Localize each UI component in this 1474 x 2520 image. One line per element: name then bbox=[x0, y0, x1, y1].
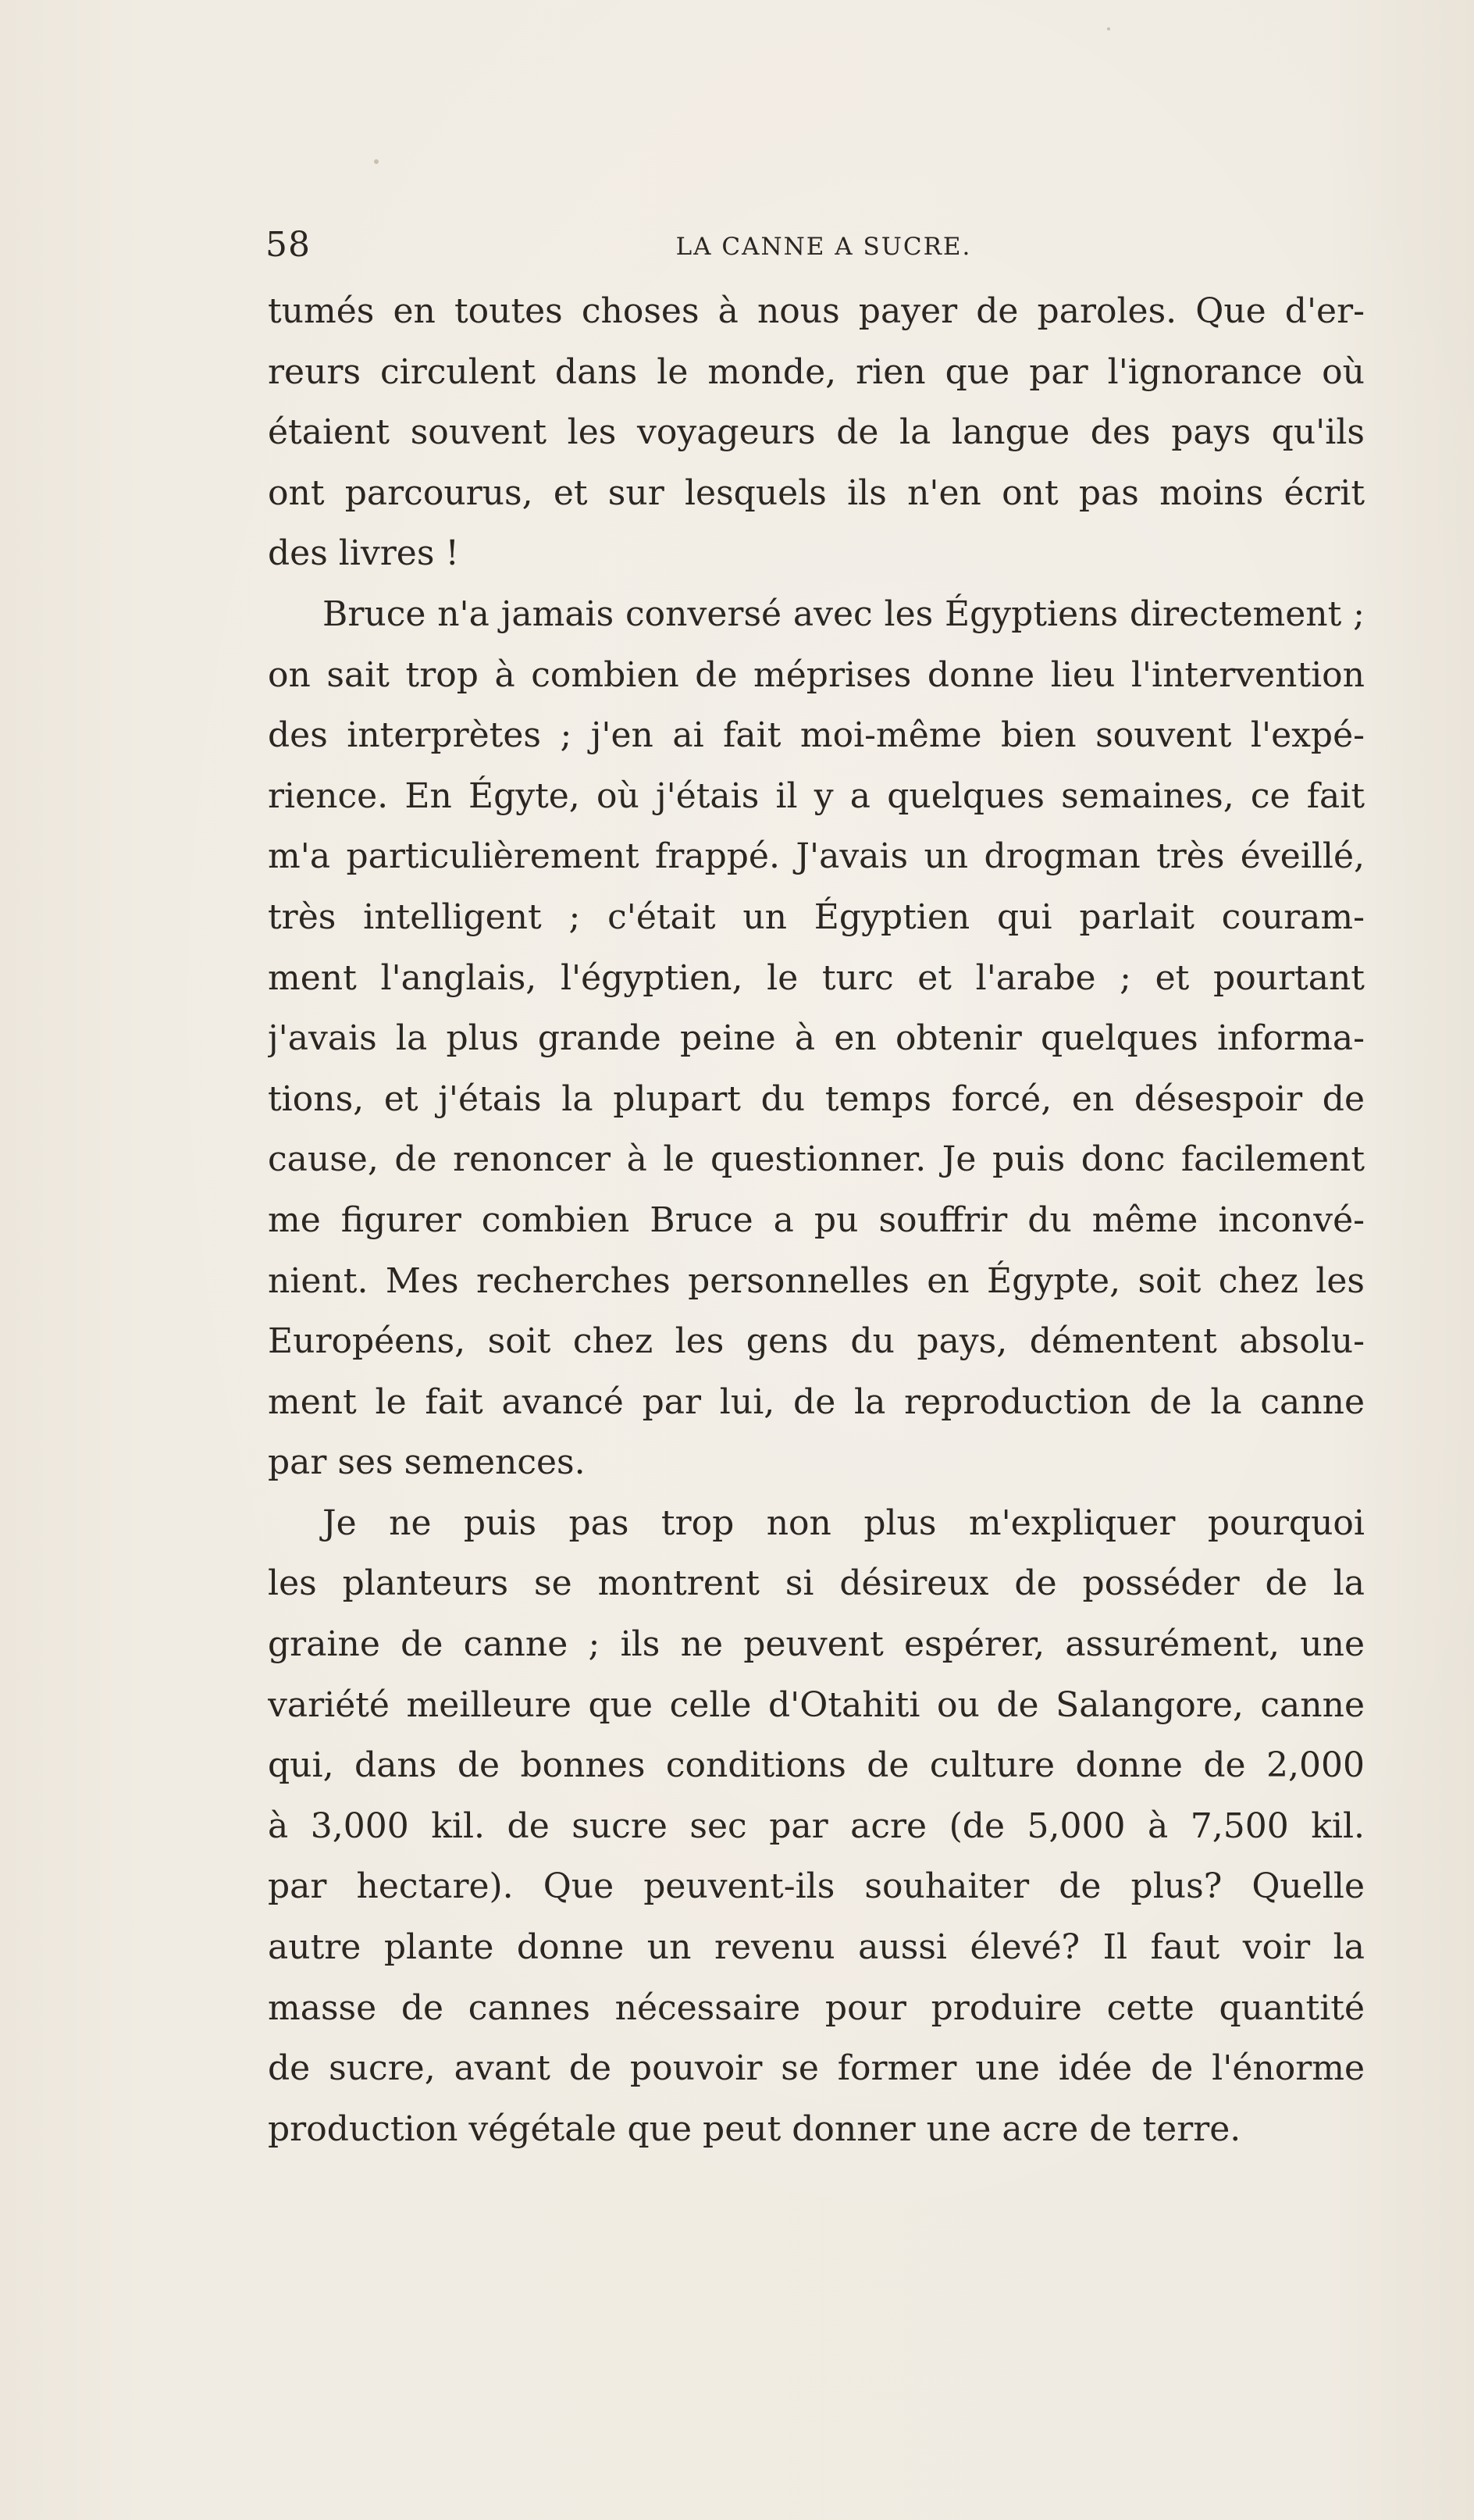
paper-speck bbox=[1107, 27, 1110, 30]
text-line: Européens, soit chez les gens du pays, démentent absolu- bbox=[268, 1321, 1365, 1362]
text-line: graine de canne ; ils ne peuvent espérer, assurément, une bbox=[268, 1624, 1365, 1665]
text-line: tumés en toutes choses à nous payer de paroles. Que d'er- bbox=[268, 291, 1365, 331]
text-line: me figurer combien Bruce a pu souffrir du même inconvé- bbox=[268, 1199, 1365, 1240]
text-line: nient. Mes recherches personnelles en Égypte, soit chez les bbox=[268, 1260, 1365, 1301]
text-line: on sait trop à combien de méprises donne lieu l'intervention bbox=[268, 654, 1365, 695]
text-line: j'avais la plus grande peine à en obtenir quelques informa- bbox=[268, 1018, 1365, 1059]
text-line: par hectare). Que peuvent-ils souhaiter de plus? Quelle bbox=[268, 1866, 1365, 1907]
text-line: les planteurs se montrent si désireux de posséder de la bbox=[268, 1563, 1365, 1604]
text-line: ment le fait avancé par lui, de la reproduction de la canne bbox=[268, 1381, 1365, 1422]
running-title: LA CANNE A SUCRE. bbox=[675, 233, 972, 261]
text-line: très intelligent ; c'était un Égyptien qui parlait couram- bbox=[268, 896, 1365, 937]
text-line: des livres ! bbox=[268, 533, 460, 574]
text-line: production végétale que peut donner une acre de terre. bbox=[268, 2108, 1241, 2149]
text-line: variété meilleure que celle d'Otahiti ou de Salangore, canne bbox=[268, 1684, 1365, 1725]
text-line: étaient souvent les voyageurs de la langue des pays qu'ils bbox=[268, 412, 1365, 453]
page-number: 58 bbox=[265, 225, 311, 265]
page-header bbox=[265, 222, 1366, 269]
text-line: rience. En Égyte, où j'étais il y a quelques semaines, ce fait bbox=[268, 775, 1365, 816]
text-line: ont parcourus, et sur lesquels ils n'en ont pas moins écrit bbox=[268, 472, 1365, 513]
text-line: de sucre, avant de pouvoir se former une idée de l'énorme bbox=[268, 2048, 1365, 2089]
body-text bbox=[268, 281, 1365, 2159]
text-line: des interprètes ; j'en ai fait moi-même bien souvent l'expé- bbox=[268, 715, 1365, 756]
paper-speck bbox=[374, 159, 379, 164]
text-line: Je ne puis pas trop non plus m'expliquer pourquoi bbox=[322, 1502, 1365, 1543]
text-line: par ses semences. bbox=[268, 1442, 586, 1483]
text-line: m'a particulièrement frappé. J'avais un drogman très éveillé, bbox=[268, 836, 1365, 877]
text-line: cause, de renoncer à le questionner. Je puis donc facilement bbox=[268, 1139, 1365, 1180]
text-line: Bruce n'a jamais conversé avec les Égyptiens directement ; bbox=[322, 593, 1365, 634]
text-line: reurs circulent dans le monde, rien que par l'ignorance où bbox=[268, 351, 1365, 392]
text-line: qui, dans de bonnes conditions de culture donne de 2,000 bbox=[268, 1745, 1365, 1786]
text-line: ment l'anglais, l'égyptien, le turc et l'arabe ; et pourtant bbox=[268, 957, 1365, 998]
text-line: à 3,000 kil. de sucre sec par acre (de 5,000 à 7,500 kil. bbox=[268, 1805, 1365, 1846]
text-line: tions, et j'étais la plupart du temps forcé, en désespoir de bbox=[268, 1078, 1365, 1119]
text-line: masse de cannes nécessaire pour produire cette quantité bbox=[268, 1987, 1365, 2028]
text-line: autre plante donne un revenu aussi élevé? Il faut voir la bbox=[268, 1927, 1365, 1968]
